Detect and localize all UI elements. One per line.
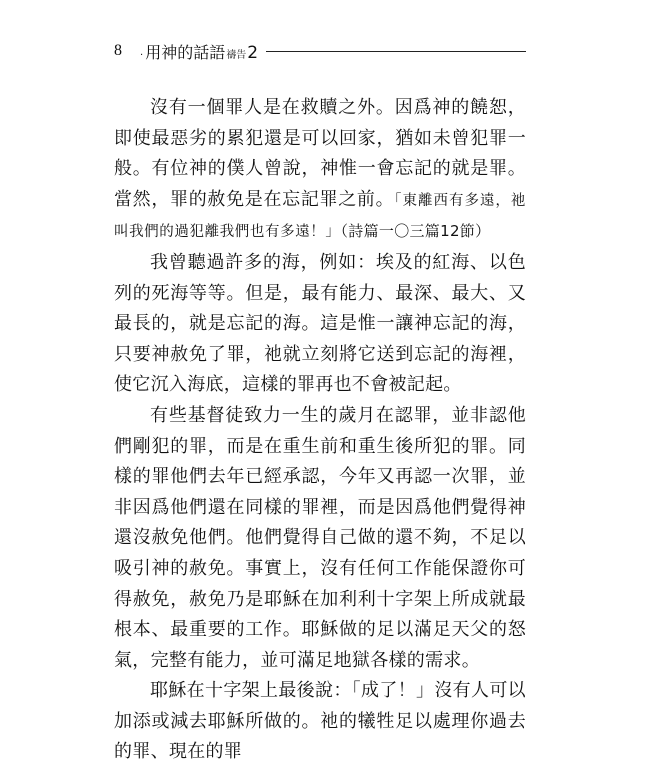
paragraph-1-text: 沒有一個罪人是在救贖之外。因爲神的饒恕，即使最惡劣的累犯還是可以回家，猶如未曾犯罪一般。有位神的僕人曾說，神惟一會忘記的就是罪。當然，罪的赦免是在忘記罪之前。 — [114, 97, 526, 210]
page-number: 8 — [114, 42, 122, 59]
title-sub: 禱告 — [226, 49, 247, 61]
title-dot: · — [140, 49, 144, 61]
paragraph-4: 耶穌在十字架上最後說：「成了！」沒有人可以加添或減去耶穌所做的。祂的犧牲足以處理你過去的罪、現在的罪 — [114, 680, 526, 763]
title-prefix: 用神的話語 — [145, 42, 226, 62]
paragraph-2: 我曾聽過許多的海，例如：埃及的紅海、以色列的死海等等。但是，最有能力、最深、最大、又最長的，就是忘記的海。這是惟一讓神忘記的海，只要神赦免了罪，祂就立刻將它送到忘記的海裡，使它沉入海底，這樣的罪再也不會被記起。 — [114, 251, 526, 396]
title-volume: 2 — [247, 42, 259, 63]
header-rule — [266, 51, 526, 52]
scripture-citation: （詩篇一〇三篇12節） — [340, 222, 491, 241]
paragraph-3: 有些基督徒致力一生的歲月在認罪，並非認他們剛犯的罪，而是在重生前和重生後所犯的罪。同樣的罪他們去年已經承認，今年又再認一次罪，並非因爲他們還在同樣的罪裡，而是因爲他們覺得神還沒赦免他們。他們覺得自己做的還不夠，不足以吸引神的赦免。事實上，沒有任何工作能保證你可得赦免，赦免乃是耶穌在加利利十字架上所成就最根本、最重要的工作。耶穌做的足以滿足天父的怒氣，完整有能力，並可滿足地獄各樣的需求。 — [114, 404, 526, 671]
running-header — [114, 40, 526, 62]
body-text — [114, 93, 526, 768]
scripture-quote: 「東離西有多遠，祂叫我們的過犯離我們也有多遠！」 — [114, 192, 527, 241]
book-title — [140, 40, 258, 63]
paragraph-1 — [114, 93, 526, 248]
